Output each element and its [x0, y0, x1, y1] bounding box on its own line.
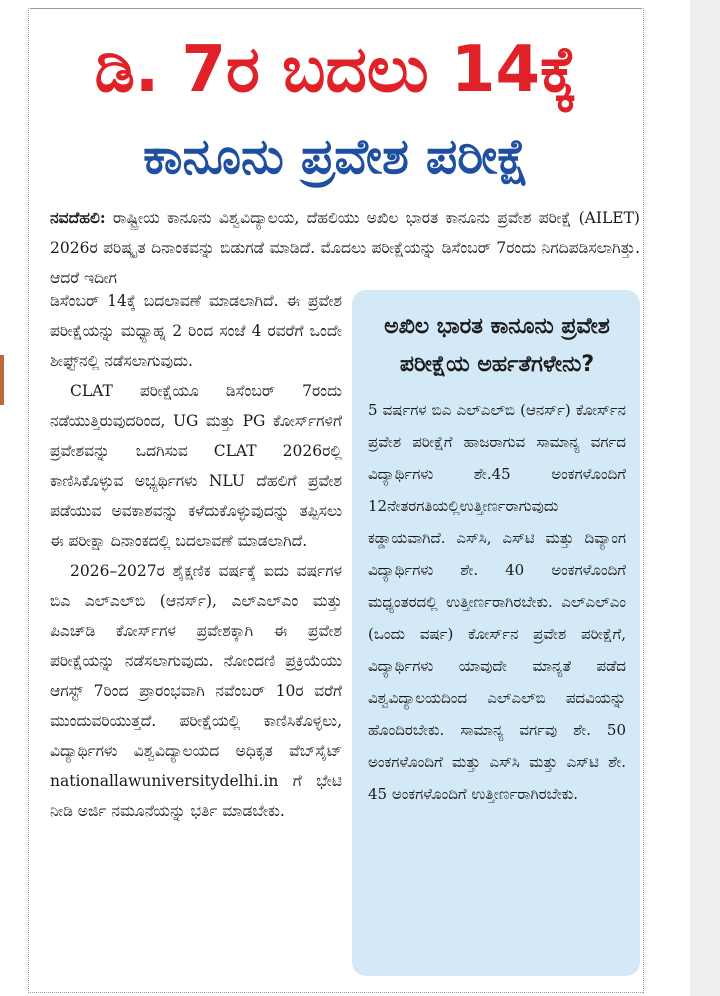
- lead-text: ರಾಷ್ಟ್ರೀಯ ಕಾನೂನು ವಿಶ್ವವಿದ್ಯಾಲಯ, ದೆಹಲಿಯು ಅಖಿಲ ಭಾರತ ಕಾನೂನು ಪ್ರವೇಶ ಪರೀಕ್ಷೆ (AILET) 2026ರ ಪರಿಷ್ಕೃತ ದಿನಾಂಕವನ್ನು ಬಿಡುಗಡೆ ಮಾಡಿದೆ. ಮೊದಲು ಪರೀಕ್ಷೆಯನ್ನು ಡಿಸೆಂಬರ್ 7ರಂದು ನಿಗದಿಪಡಿಸಲಾಗಿತ್ತು. ಆದರೆ ಇದೀಗ: [50, 209, 640, 287]
- left-border-rule: [28, 8, 29, 993]
- article-paragraph-2: CLAT ಪರೀಕ್ಷೆಯೂ ಡಿಸೆಂಬರ್ 7ರಂದು ನಡೆಯುತ್ತಿರುವುದರಿಂದ, UG ಮತ್ತು PG ಕೋರ್ಸ್‌ಗಳಿಗೆ ಪ್ರವೇಶವನ್ನು ಒದಗಿಸುವ CLAT 2026ರಲ್ಲಿ ಕಾಣಿಸಿಕೊಳ್ಳುವ ಅಭ್ಯರ್ಥಿಗಳು NLU ದೆಹಲಿಗೆ ಪ್ರವೇಶ ಪಡೆಯುವ ಅವಕಾಶವನ್ನು ಕಳೆದುಕೊಳ್ಳುವುದನ್ನು ತಪ್ಪಿಸಲು ಈ ಪರೀಕ್ಷಾ ದಿನಾಂಕದಲ್ಲಿ ಬದಲಾವಣೆ ಮಾಡಲಾಗಿದೆ.: [50, 382, 342, 550]
- article-paragraph-1: ಡಿಸೆಂಬರ್ 14ಕ್ಕೆ ಬದಲಾವಣೆ ಮಾಡಲಾಗಿದೆ. ಈ ಪ್ರವೇಶ ಪರೀಕ್ಷೆಯನ್ನು ಮಧ್ಯಾಹ್ನ 2 ರಿಂದ ಸಂಜೆ 4 ರವರೆಗೆ ಒಂದೇ ಶೀಫ್ಟ್‌ನಲ್ಲಿ ನಡೆಸಲಾಗುವುದು.: [50, 292, 342, 370]
- info-box-body: 5 ವರ್ಷಗಳ ಬಿಎ ಎಲ್‌ಎಲ್‌ಬಿ (ಆನರ್ಸ್) ಕೋರ್ಸ್‌ನ ಪ್ರವೇಶ ಪರೀಕ್ಷೆಗೆ ಹಾಜರಾಗುವ ಸಾಮಾನ್ಯ ವರ್ಗದ ವಿದ್ಯಾರ್ಥಿಗಳು ಶೇ.45 ಅಂಕಗಳೊಂದಿಗೆ 12ನೇತರಗತಿಯಲ್ಲಿಉತ್ತೀರ್ಣರಾಗುವುದು ಕಡ್ಡಾಯವಾಗಿದೆ. ಎಸ್‌ಸಿ, ಎಸ್‌ಟಿ ಮತ್ತು ದಿವ್ಯಾಂಗ ವಿದ್ಯಾರ್ಥಿಗಳು ಶೇ. 40 ಅಂಕಗಳೊಂದಿಗೆ ಮಧ್ಯಂತರದಲ್ಲಿ ಉತ್ತೀರ್ಣರಾಗಿರಬೇಕು. ಎಲ್‌ಎಲ್‌ಎಂ (ಒಂದು ವರ್ಷ) ಕೋರ್ಸ್‌ನ ಪ್ರವೇಶ ಪರೀಕ್ಷೆಗೆ, ವಿದ್ಯಾರ್ಥಿಗಳು ಯಾವುದೇ ಮಾನ್ಯತೆ ಪಡೆದ ವಿಶ್ವವಿದ್ಯಾಲಯದಿಂದ ಎಲ್‌ಎಲ್‌ಬಿ ಪದವಿಯನ್ನು ಹೊಂದಿರಬೇಕು. ಸಾಮಾನ್ಯ ವರ್ಗವು ಶೇ. 50 ಅಂಕಗಳೊಂದಿಗೆ ಮತ್ತು ಎಸ್‌ಸಿ ಮತ್ತು ಎಸ್‌ಟಿ ಶೇ. 45 ಅಂಕಗಳೊಂದಿಗೆ ಉತ್ತೀರ್ಣರಾಗಿರಬೇಕು.: [368, 401, 626, 803]
- dateline: ನವದೆಹಲಿ:: [50, 208, 106, 227]
- top-border-rule: [30, 8, 642, 9]
- headline-line-2: ಕಾನೂನು ಪ್ರವೇಶ ಪರೀಕ್ಷೆ: [143, 128, 529, 185]
- page-margin: [690, 0, 720, 996]
- right-border-rule: [643, 8, 644, 993]
- adjacent-clipping-edge: [0, 355, 4, 405]
- article-lead: [50, 203, 640, 293]
- article-paragraph-3: 2026–2027ರ ಶೈಕ್ಷಣಿಕ ವರ್ಷಕ್ಕೆ ಐದು ವರ್ಷಗಳ ಬಿಎ ಎಲ್‌ಎಲ್‌ಬಿ (ಆನರ್ಸ್), ಎಲ್‌ಎಲ್‌ಎಂ ಮತ್ತು ಪಿಎಚ್‌ಡಿ ಕೋರ್ಸ್‌ಗಳ ಪ್ರವೇಶಕ್ಕಾಗಿ ಈ ಪ್ರವೇಶ ಪರೀಕ್ಷೆಯನ್ನು ನಡೆಸಲಾಗುವುದು. ನೋಂದಣಿ ಪ್ರಕ್ರಿಯೆಯು ಆಗಸ್ಟ್ 7ರಿಂದ ಪ್ರಾರಂಭವಾಗಿ ನವೆಂಬರ್ 10ರ ವರೆಗೆ ಮುಂದುವರಿಯುತ್ತದೆ. ಪರೀಕ್ಷೆಯಲ್ಲಿ ಕಾಣಿಸಿಕೊಳ್ಳಲು, ವಿದ್ಯಾರ್ಥಿಗಳು ವಿಶ್ವವಿದ್ಯಾಲಯದ ಅಧಿಕೃತ ವೆಬ್‌ಸೈಟ್ nationallawuniversitydelhi.in ಗೆ ಭೇಟಿ ನೀಡಿ ಅರ್ಜಿ ನಮೂನೆಯನ್ನು ಭರ್ತಿ ಮಾಡಬೇಕು.: [50, 562, 342, 820]
- eligibility-info-box: [352, 290, 640, 976]
- bottom-border-rule: [28, 992, 643, 993]
- headline-line-1: ಡಿ. 7ರ ಬದಲು 14ಕ್ಕೆ: [94, 33, 578, 107]
- article-column: [50, 286, 342, 826]
- info-box-title: ಅಖಿಲ ಭಾರತ ಕಾನೂನು ಪ್ರವೇಶ ಪರೀಕ್ಷೆಯ ಅರ್ಹತೆಗಳೇನು?: [384, 314, 610, 377]
